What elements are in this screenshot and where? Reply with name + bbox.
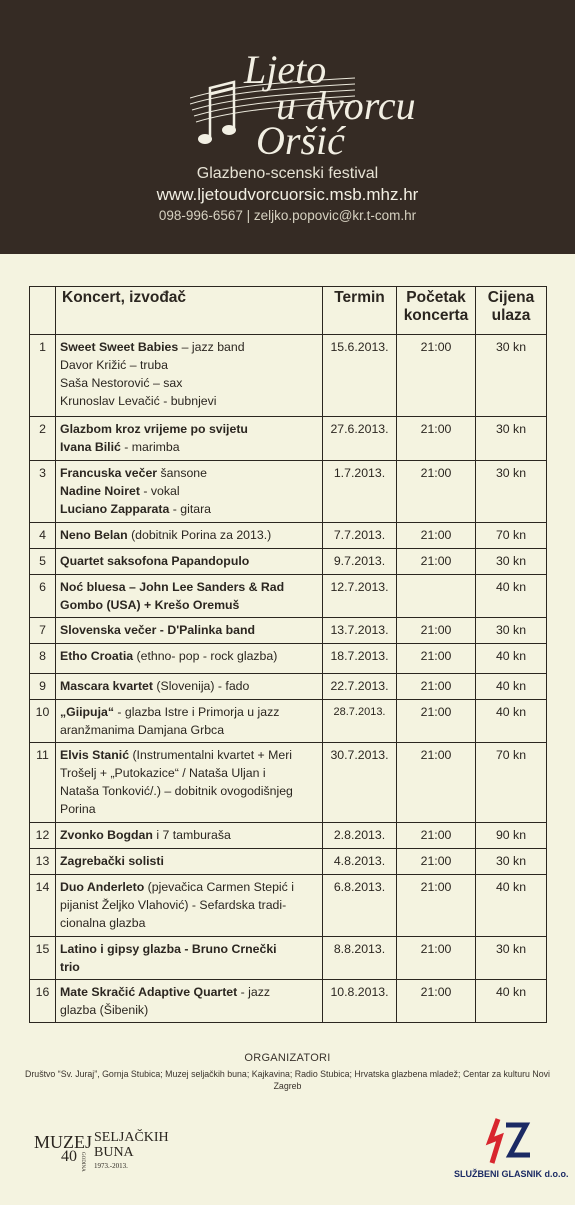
start-time: 21:00 [397, 417, 476, 461]
performer-name: Mascara kvartet [60, 679, 153, 693]
concert-performer [56, 618, 323, 644]
row-number: 8 [30, 644, 56, 674]
concert-date: 4.8.2013. [323, 849, 397, 875]
row-number: 6 [30, 575, 56, 618]
performer-name: Quartet saksofona Papandopulo [60, 554, 250, 568]
concert-performer [56, 549, 323, 575]
start-time [397, 575, 476, 618]
row-number: 16 [30, 980, 56, 1023]
concert-date: 27.6.2013. [323, 417, 397, 461]
concert-line [60, 746, 318, 764]
performer-detail: - vokal [139, 484, 180, 498]
concert-performer [56, 700, 323, 743]
concert-date: 9.7.2013. [323, 549, 397, 575]
concert-performer [56, 875, 323, 937]
concert-performer [56, 849, 323, 875]
performer-detail: glazba (Šibenik) [60, 1003, 149, 1017]
muzej-godina: GODINA [80, 1152, 85, 1172]
start-time: 21:00 [397, 875, 476, 937]
performer-detail: - jazz [237, 985, 271, 999]
row-number: 5 [30, 549, 56, 575]
concert-line [60, 826, 318, 844]
concert-date: 10.8.2013. [323, 980, 397, 1023]
concert-line [60, 438, 318, 456]
ticket-price: 40 kn [476, 674, 547, 700]
header-price-line2: ulaza [491, 307, 531, 324]
performer-detail: (Slovenija) - fado [152, 679, 250, 693]
table-row [30, 700, 547, 743]
performer-detail: Saša Nestorović – sax [60, 376, 183, 390]
performer-detail: - glazba Istre i Primorja u jazz [113, 705, 280, 719]
table-row [30, 674, 547, 700]
concert-date: 13.7.2013. [323, 618, 397, 644]
muzej-40: 40 [61, 1148, 77, 1165]
concert-line [60, 420, 318, 438]
start-time: 21:00 [397, 823, 476, 849]
concert-line [60, 596, 318, 614]
ticket-price: 40 kn [476, 575, 547, 618]
start-time: 21:00 [397, 674, 476, 700]
muzej-buna: BUNA [94, 1145, 134, 1160]
performer-detail: (pjevačica Carmen Stepić i [144, 880, 294, 894]
concert-line [60, 983, 318, 1001]
row-number: 2 [30, 417, 56, 461]
ticket-price: 30 kn [476, 461, 547, 523]
performer-name: Glazbom kroz vrijeme po svijetu [60, 422, 248, 436]
concert-date: 28.7.2013. [323, 700, 397, 743]
logo-title-line3: Oršić [256, 118, 345, 163]
table-row [30, 980, 547, 1023]
performer-name: Elvis Stanić [60, 748, 130, 762]
festival-url[interactable]: www.ljetoudvorcuorsic.msb.mhz.hr [156, 185, 419, 204]
start-time: 21:00 [397, 743, 476, 823]
concert-line [60, 703, 318, 721]
performer-detail: - marimba [120, 440, 180, 454]
concert-date: 2.8.2013. [323, 823, 397, 849]
concert-date: 22.7.2013. [323, 674, 397, 700]
performer-detail: (ethno- pop - rock glazba) [133, 649, 278, 663]
ticket-price: 30 kn [476, 549, 547, 575]
ticket-price: 70 kn [476, 523, 547, 549]
ticket-price: 90 kn [476, 823, 547, 849]
concert-line [60, 764, 318, 782]
sluzbeni-glasnik-logo [454, 1115, 569, 1185]
ticket-price: 30 kn [476, 618, 547, 644]
ticket-price: 30 kn [476, 335, 547, 417]
row-number: 10 [30, 700, 56, 743]
concert-performer [56, 674, 323, 700]
header-price-line1: Cijena [487, 289, 535, 306]
concert-date: 6.8.2013. [323, 875, 397, 937]
concert-performer [56, 417, 323, 461]
performer-name: Zvonko Bogdan [60, 828, 153, 842]
concert-line [60, 500, 318, 518]
concert-performer [56, 980, 323, 1023]
glasnik-name: SLUŽBENI GLASNIK d.o.o. [454, 1169, 569, 1179]
organizers-list: Društvo “Sv. Juraj”, Gornja Stubica; Muzej seljačkih buna; Kajkavina; Radio Stubica; Hrvatska glazbena mladež; Centar za kulturu Novi Zagreb [25, 1069, 550, 1091]
table-row [30, 823, 547, 849]
concert-line [60, 552, 318, 570]
concert-performer [56, 644, 323, 674]
concert-performer [56, 743, 323, 823]
concert-line [60, 896, 318, 914]
ticket-price: 30 kn [476, 417, 547, 461]
ticket-price: 40 kn [476, 644, 547, 674]
concert-line [60, 852, 318, 870]
row-number: 15 [30, 937, 56, 980]
performer-name: Mate Skračić Adaptive Quartet [60, 985, 238, 999]
ticket-price: 40 kn [476, 875, 547, 937]
concert-line [60, 782, 318, 800]
concert-line [60, 578, 318, 596]
table-row [30, 575, 547, 618]
start-time: 21:00 [397, 523, 476, 549]
concert-line [60, 677, 318, 695]
organizers-title: ORGANIZATORI [244, 1052, 331, 1064]
table-header-row [30, 287, 547, 335]
performer-detail: šansone [157, 466, 207, 480]
ticket-price: 30 kn [476, 937, 547, 980]
glasnik-mark-icon [454, 1115, 564, 1167]
performer-name: Nadine Noiret [60, 484, 140, 498]
header-banner [0, 0, 575, 254]
performer-detail: Nataša Tonković/.) – dobitnik ovogodišnjeg [60, 784, 293, 798]
concert-line [60, 721, 318, 739]
concert-line [60, 878, 318, 896]
concert-line [60, 356, 318, 374]
performer-name: Etho Croatia [60, 649, 134, 663]
ticket-price: 40 kn [476, 980, 547, 1023]
header-concert: Koncert, izvođač [56, 287, 323, 335]
start-time: 21:00 [397, 980, 476, 1023]
performer-name: Duo Anderleto [60, 880, 145, 894]
concert-date: 7.7.2013. [323, 523, 397, 549]
concert-date: 15.6.2013. [323, 335, 397, 417]
contact-info: 098-996-6567 | zeljko.popovic@kr.t-com.hr [158, 208, 417, 223]
performer-name: Noć bluesa – John Lee Sanders & Rad [60, 580, 285, 594]
ticket-price: 70 kn [476, 743, 547, 823]
row-number: 11 [30, 743, 56, 823]
concert-schedule-table [29, 286, 547, 1023]
row-number: 13 [30, 849, 56, 875]
performer-name: Francuska večer [60, 466, 158, 480]
concert-line [60, 464, 318, 482]
table-row [30, 461, 547, 523]
festival-subtitle: Glazbeno-scenski festival [196, 165, 379, 182]
start-time: 21:00 [397, 618, 476, 644]
concert-line [60, 958, 318, 976]
start-time: 21:00 [397, 849, 476, 875]
performer-detail: cionalna glazba [60, 916, 146, 930]
performer-detail: Davor Križić – truba [60, 358, 168, 372]
concert-performer [56, 937, 323, 980]
header-term: Termin [323, 287, 397, 335]
concert-line [60, 526, 318, 544]
performer-name: Sweet Sweet Babies [60, 340, 179, 354]
ticket-price: 30 kn [476, 849, 547, 875]
start-time: 21:00 [397, 644, 476, 674]
logo-title-line1: Ljeto [244, 47, 327, 92]
concert-performer [56, 575, 323, 618]
table-row [30, 549, 547, 575]
table-row [30, 335, 547, 417]
performer-detail: (Instrumentalni kvartet + Meri [129, 748, 293, 762]
performer-name: Neno Belan [60, 528, 128, 542]
start-time: 21:00 [397, 335, 476, 417]
performer-name: Gombo (USA) + Krešo Oremuš [60, 598, 240, 612]
table-row [30, 417, 547, 461]
table-row [30, 849, 547, 875]
performer-detail: Porina [60, 802, 96, 816]
performer-detail: - gitara [169, 502, 212, 516]
header-start-line1: Početak [406, 289, 466, 306]
start-time: 21:00 [397, 937, 476, 980]
performer-detail: Krunoslav Levačić - bubnjevi [60, 394, 217, 408]
concert-line [60, 647, 318, 665]
header-no [30, 287, 56, 335]
performer-name: „Giipuja“ [60, 705, 114, 719]
performer-detail: (dobitnik Porina za 2013.) [127, 528, 272, 542]
muzej-years: 1973.-2013. [94, 1162, 128, 1170]
performer-detail: – jazz band [178, 340, 245, 354]
table-row [30, 937, 547, 980]
header-start [397, 287, 476, 335]
performer-name: Luciano Zapparata [60, 502, 170, 516]
concert-performer [56, 523, 323, 549]
ticket-price: 40 kn [476, 700, 547, 743]
performer-detail: Trošelj + „Putokazice“ / Nataša Uljan i [60, 766, 266, 780]
concert-date: 8.8.2013. [323, 937, 397, 980]
concert-date: 30.7.2013. [323, 743, 397, 823]
row-number: 1 [30, 335, 56, 417]
concert-performer [56, 823, 323, 849]
muzej-seljackih: SELJAČKIH [94, 1130, 169, 1145]
logo-title-line2: u dvorcu [276, 83, 416, 128]
concert-line [60, 392, 318, 410]
performer-name: trio [60, 960, 80, 974]
performer-detail: aranžmanima Damjana Grbca [60, 723, 225, 737]
performer-detail: pijanist Željko Vlahović) - Sefardska tradi- [60, 898, 287, 912]
concert-date: 18.7.2013. [323, 644, 397, 674]
concert-line [60, 940, 318, 958]
performer-name: Zagrebački solisti [60, 854, 164, 868]
concert-performer [56, 335, 323, 417]
table-row [30, 618, 547, 644]
concert-date: 12.7.2013. [323, 575, 397, 618]
row-number: 9 [30, 674, 56, 700]
table-row [30, 644, 547, 674]
performer-name: Slovenska večer - D'Palinka band [60, 623, 255, 637]
start-time: 21:00 [397, 461, 476, 523]
row-number: 12 [30, 823, 56, 849]
start-time: 21:00 [397, 549, 476, 575]
table-row [30, 523, 547, 549]
row-number: 3 [30, 461, 56, 523]
header-start-line2: koncerta [403, 307, 469, 324]
performer-name: Ivana Bilić [60, 440, 121, 454]
performer-name: Latino i gipsy glazba - Bruno Crnečki [60, 942, 277, 956]
row-number: 4 [30, 523, 56, 549]
concert-line [60, 621, 318, 639]
concert-line [60, 374, 318, 392]
concert-line [60, 800, 318, 818]
concert-line [60, 482, 318, 500]
header-price [476, 287, 547, 335]
muzej-word: MUZEJ [34, 1132, 92, 1152]
concert-line [60, 914, 318, 932]
table-row [30, 875, 547, 937]
row-number: 7 [30, 618, 56, 644]
concert-date: 1.7.2013. [323, 461, 397, 523]
concert-performer [56, 461, 323, 523]
concert-line [60, 1001, 318, 1019]
row-number: 14 [30, 875, 56, 937]
start-time: 21:00 [397, 700, 476, 743]
performer-detail: i 7 tamburaša [152, 828, 231, 842]
concert-line [60, 338, 318, 356]
table-body [30, 335, 547, 1023]
table-row [30, 743, 547, 823]
